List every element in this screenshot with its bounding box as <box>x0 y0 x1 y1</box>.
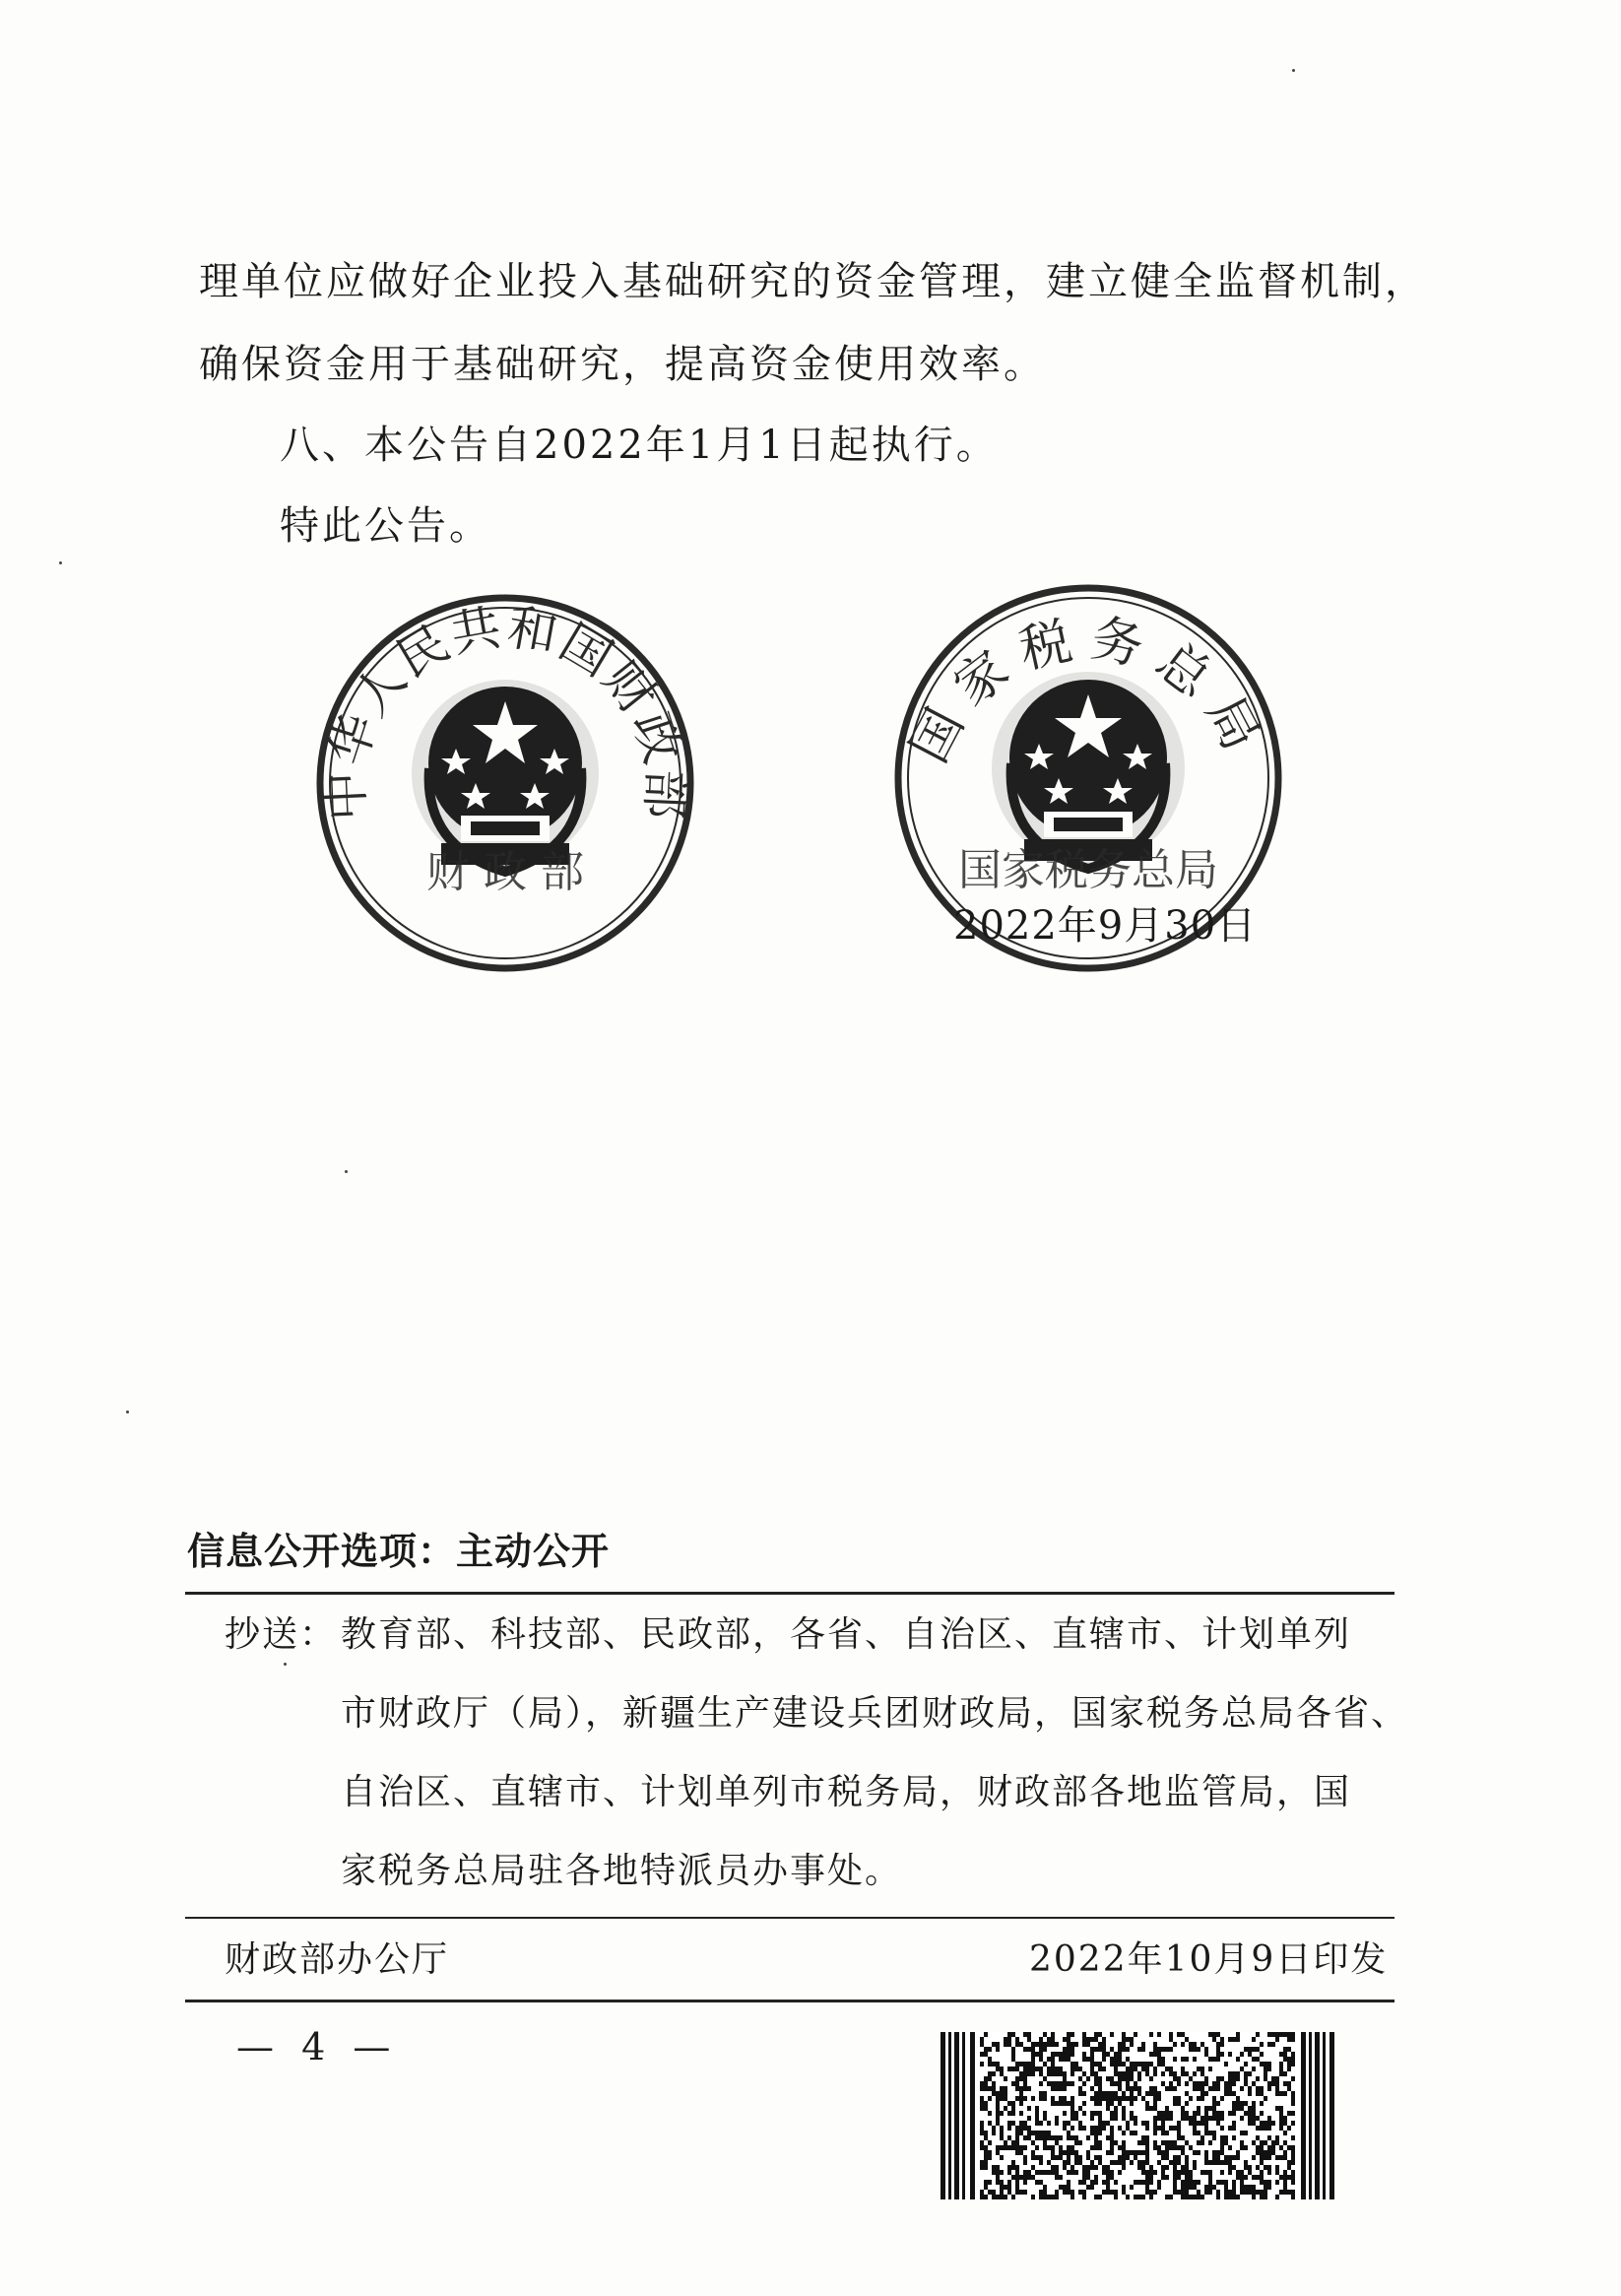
cc-top-rule <box>185 1592 1394 1595</box>
seal-date: 2022年9月30日 <box>953 903 1258 949</box>
body-line-3: 八、本公告自2022年1月1日起执行。 <box>280 423 999 468</box>
cc-line-2: 市财政厅（局），新疆生产建设兵团财政局，国家税务总局各省、 <box>341 1693 1409 1734</box>
cc-line-3: 自治区、直辖市、计划单列市税务局，财政部各地监管局，国 <box>341 1772 1352 1812</box>
page-number: — 4 — <box>236 2025 399 2068</box>
disclosure-line <box>187 1524 610 1579</box>
ministry-of-finance-seal <box>313 591 697 975</box>
footer-top-rule <box>185 1917 1394 1919</box>
footer-issuer: 财政部办公厅 <box>225 1939 450 1980</box>
left-seal-ring-text: 中华人民共和国财政部 <box>316 598 694 822</box>
disclosure-value: 主动公开 <box>456 1530 611 1573</box>
body-line-1: 理单位应做好企业投入基础研究的资金管理，建立健全监督机制， <box>199 259 1427 304</box>
cc-label: 抄送： <box>225 1614 338 1655</box>
disclosure-label: 信息公开选项： <box>187 1530 457 1573</box>
scan-speck <box>345 1170 348 1173</box>
scan-speck <box>126 1410 129 1413</box>
cc-line-4: 家税务总局驻各地特派员办事处。 <box>341 1851 903 1891</box>
scan-speck <box>59 561 62 564</box>
body-line-4: 特此公告。 <box>280 503 491 549</box>
body-line-2: 确保资金用于基础研究，提高资金使用效率。 <box>199 342 1046 387</box>
cc-line-1: 教育部、科技部、民政部，各省、自治区、直辖市、计划单列 <box>341 1614 1352 1655</box>
right-seal-under-text: 国家税务总局 <box>958 845 1218 895</box>
scan-speck <box>284 1663 287 1666</box>
document-barcode <box>940 2032 1334 2199</box>
right-seal-ring-text: 国家税务总局 <box>899 608 1277 772</box>
scan-speck <box>1292 69 1295 72</box>
left-seal-under-text: 财 政 部 <box>426 847 584 897</box>
footer-print-date: 2022年10月9日印发 <box>1029 1939 1389 1980</box>
footer-bottom-rule <box>185 2000 1394 2002</box>
